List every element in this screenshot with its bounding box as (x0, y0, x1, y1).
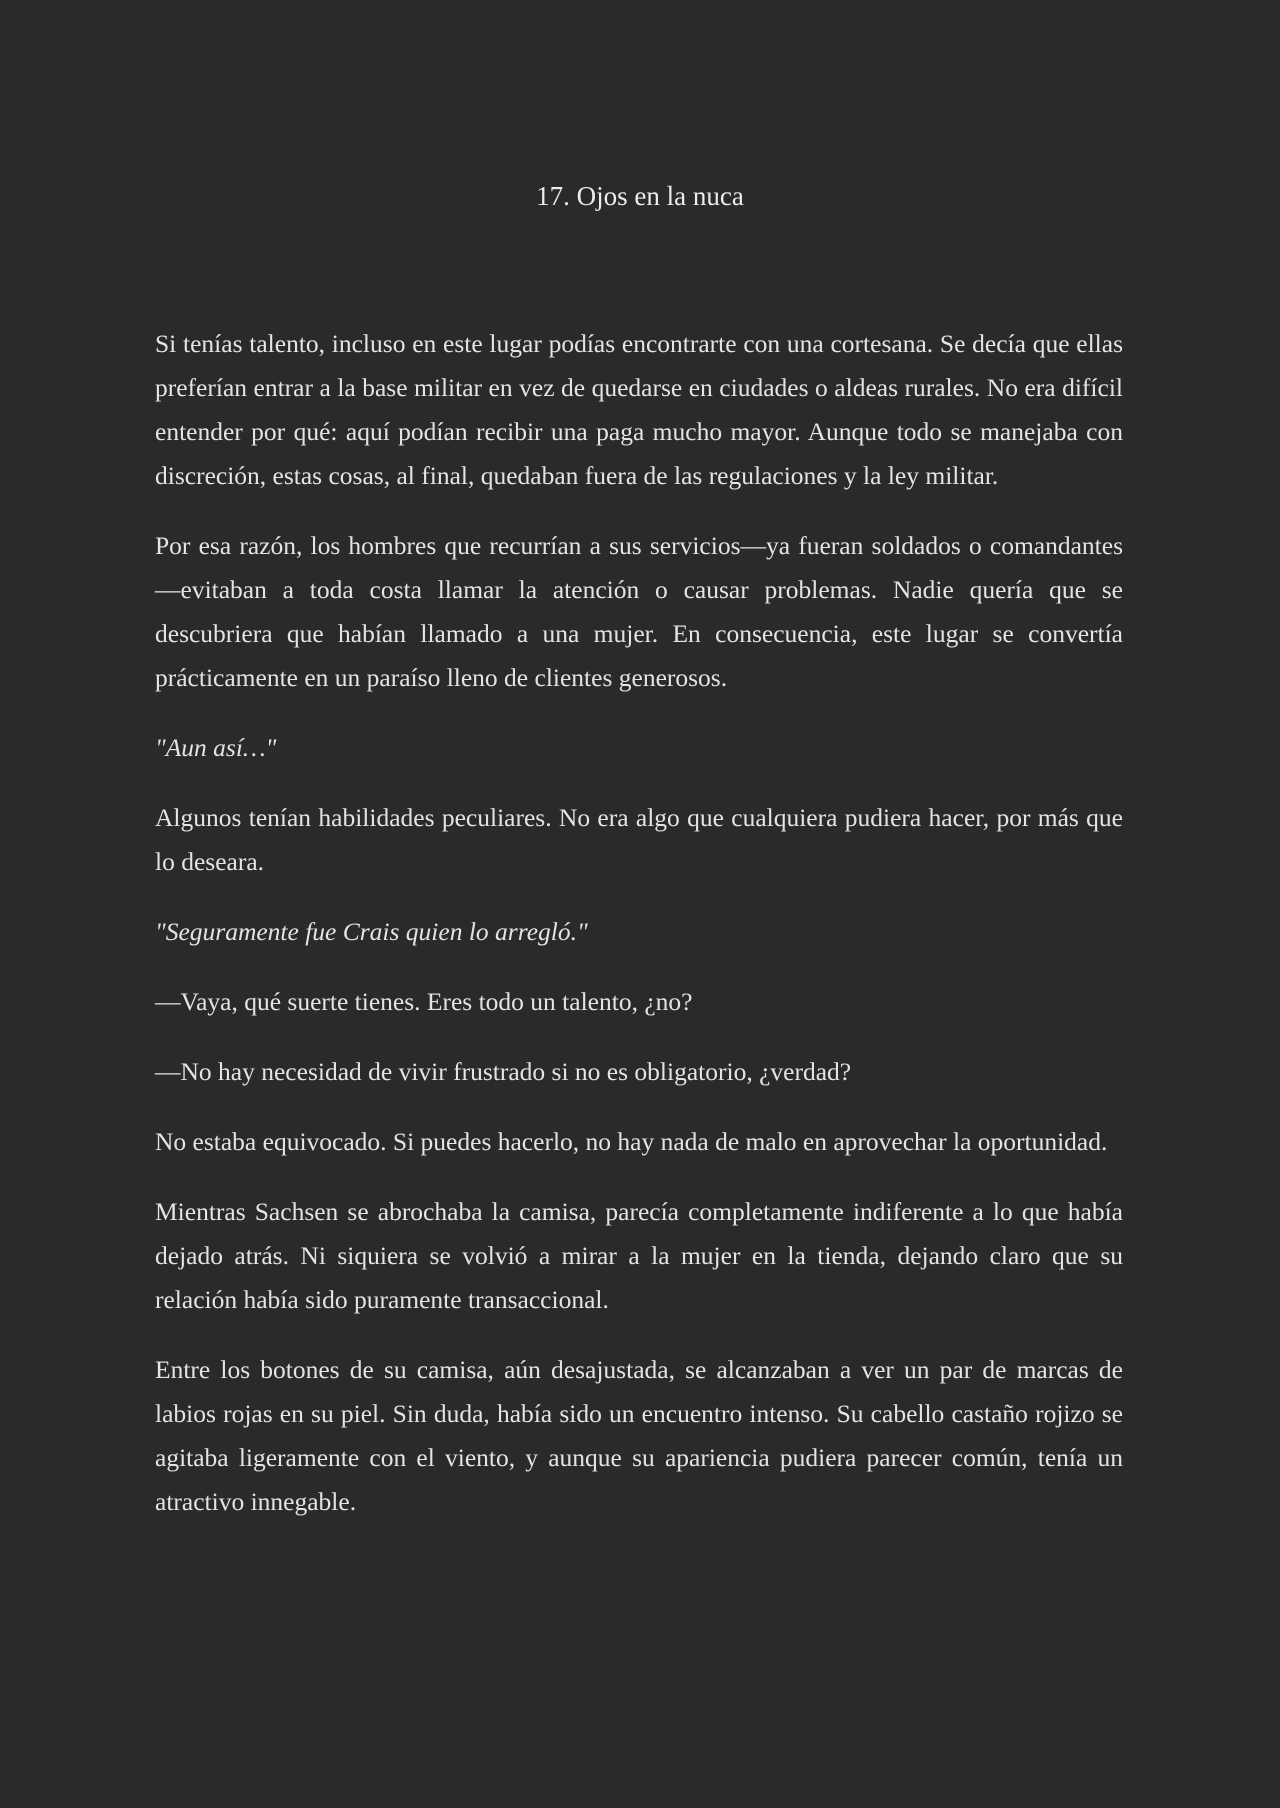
paragraph: No estaba equivocado. Si puedes hacerlo, no hay nada de malo en aprovechar la oportunidad. (155, 1127, 1108, 1156)
inner-thought: "Seguramente fue Crais quien lo arregló." (155, 917, 588, 946)
dialogue-line: —Vaya, qué suerte tienes. Eres todo un talento, ¿no? (155, 987, 693, 1016)
paragraph: Entre los botones de su camisa, aún desajustada, se alcanzaban a ver un par de marcas de labios rojas en su piel. Sin duda, había sido un encuentro intenso. Su cabello castaño rojizo se agitaba ligeramente con el viento, y aunque su apariencia pudiera parecer común, tenía un atractivo innegable. (155, 1355, 1123, 1516)
chapter-body (155, 322, 1123, 1550)
paragraph: Mientras Sachsen se abrochaba la camisa, parecía completamente indiferente a lo que había dejado atrás. Ni siquiera se volvió a mirar a la mujer en la tienda, dejando claro que su relación había sido puramente transaccional. (155, 1197, 1123, 1314)
paragraph: Algunos tenían habilidades peculiares. No era algo que cualquiera pudiera hacer, por más que lo deseara. (155, 803, 1123, 876)
paragraph: Por esa razón, los hombres que recurrían a sus servicios—ya fueran soldados o comandantes—evitaban a toda costa llamar la atención o causar problemas. Nadie quería que se descubriera que habían llamado a una mujer. En consecuencia, este lugar se convertía prácticamente en un paraíso lleno de clientes generosos. (155, 531, 1123, 692)
inner-thought: "Aun así…" (155, 733, 277, 762)
chapter-title: 17. Ojos en la nuca (536, 181, 744, 211)
dialogue-line: —No hay necesidad de vivir frustrado si no es obligatorio, ¿verdad? (155, 1057, 852, 1086)
paragraph: Si tenías talento, incluso en este lugar podías encontrarte con una cortesana. Se decía que ellas preferían entrar a la base militar en vez de quedarse en ciudades o aldeas rurales. No era difícil entender por qué: aquí podían recibir una paga mucho mayor. Aunque todo se manejaba con discreción, estas cosas, al final, quedaban fuera de las regulaciones y la ley militar. (155, 329, 1123, 490)
